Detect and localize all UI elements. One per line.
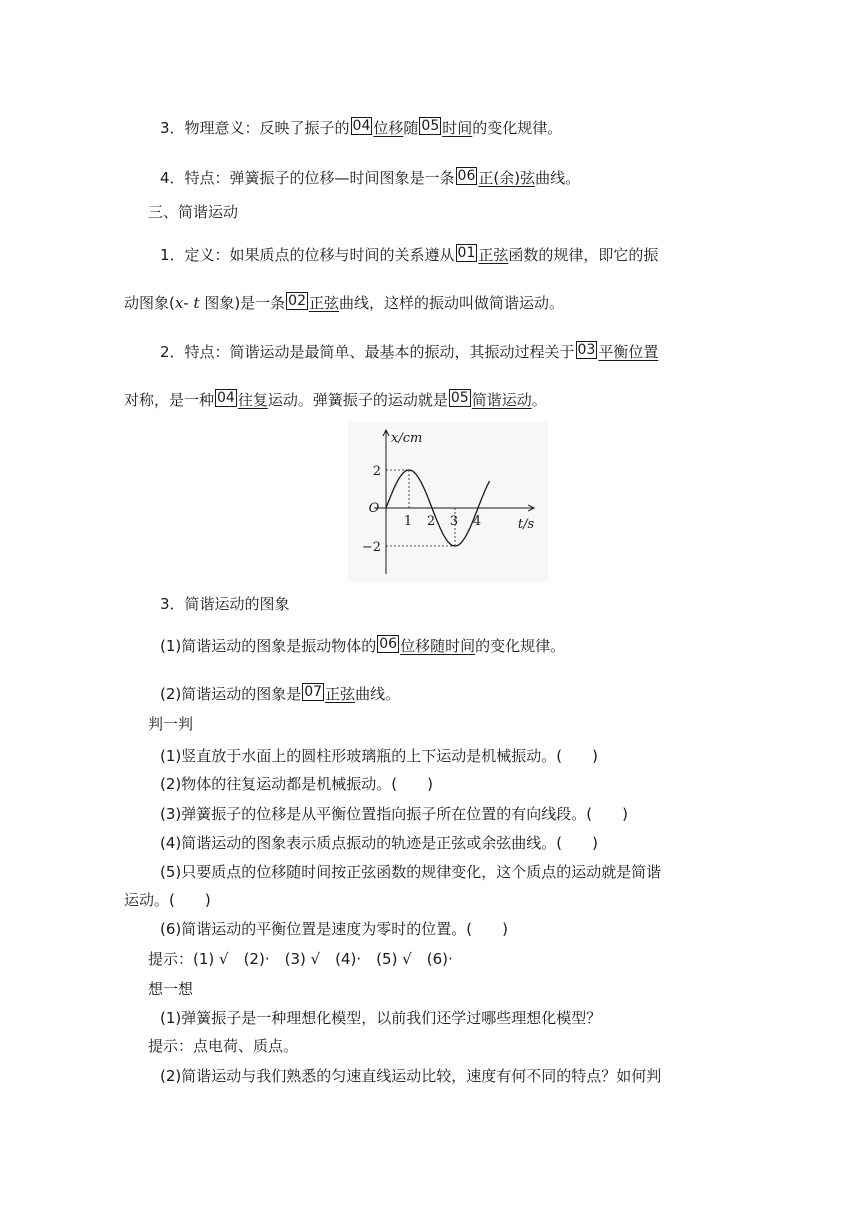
x-tick-label: 1 <box>403 514 413 529</box>
answer-fill: 正弦 <box>478 246 509 264</box>
item-text: 2．特点：简谐运动是最简单、最基本的振动，其振动过程关于 <box>160 343 575 361</box>
item-text: 曲线。 <box>355 685 401 703</box>
xt-graph-figure <box>348 422 548 582</box>
answer-number-box: 07 <box>304 684 323 700</box>
judge-question: (1)竖直放于水面上的圆柱形玻璃瓶的上下运动是机械振动。( ) <box>160 747 598 765</box>
think-hint: 提示：点电荷、质点。 <box>148 1037 299 1055</box>
item-text: 曲线，这样的振动叫做简谐运动。 <box>339 294 565 312</box>
answer-number-box: 05 <box>450 390 469 406</box>
answer-number-box: 03 <box>577 342 596 358</box>
y-axis-label: x/cm <box>391 431 423 446</box>
judge-question: (2)物体的往复运动都是机械振动。( ) <box>160 775 433 793</box>
item-text: 运动。弹簧振子的运动就是 <box>267 391 448 409</box>
feature-line-1 <box>160 342 658 362</box>
item-text: (2)简谐运动的图象是 <box>160 685 302 703</box>
answer-number-box: 02 <box>288 293 306 309</box>
item-characteristic <box>160 168 580 188</box>
answer-number-box: 01 <box>457 245 476 261</box>
x-axis-label: t/s <box>517 517 535 532</box>
judge-hint: 提示：(1) √ (2)· (3) √ (4)· (5) √ (6)· <box>148 950 453 968</box>
item-text: (1)简谐运动的图象是振动物体的 <box>160 637 377 655</box>
variable-t: t <box>193 294 200 312</box>
x-tick-label: 4 <box>472 514 482 529</box>
think-heading: 想一想 <box>148 980 194 998</box>
item-text: 对称，是一种 <box>124 391 215 409</box>
answer-number-box: 04 <box>217 390 235 406</box>
item-graph-title: 3．简谐运动的图象 <box>160 595 290 613</box>
judge-heading: 判一判 <box>148 715 194 733</box>
judge-question: (5)只要质点的位移随时间按正弦函数的规律变化，这个质点的运动就是简谐 <box>160 863 662 881</box>
answer-fill: 往复 <box>237 391 268 409</box>
item-text: 的变化规律。 <box>475 637 566 655</box>
answer-number-box: 05 <box>421 118 440 134</box>
item-text: 随 <box>403 119 419 137</box>
answer-fill: 时间 <box>442 119 473 137</box>
section-heading: 三、简谐运动 <box>148 203 239 221</box>
definition-line-1 <box>160 245 658 265</box>
judge-question: (6)简谐运动的平衡位置是速度为零时的位置。( ) <box>160 920 508 938</box>
think-question: (1)弹簧振子是一种理想化模型，以前我们还学过哪些理想化模型？ <box>160 1009 602 1027</box>
item-text: 3．物理意义：反映了振子的 <box>160 119 350 137</box>
answer-number-box: 06 <box>457 168 476 184</box>
item-text: 图象)是一条 <box>199 294 286 312</box>
answer-fill: 简谐运动 <box>471 391 532 409</box>
definition-line-2 <box>124 293 564 313</box>
x-tick-label: 3 <box>449 514 459 529</box>
answer-number-box: 06 <box>379 636 398 652</box>
item-text: 曲线。 <box>535 169 581 187</box>
answer-fill: 平衡位置 <box>598 343 659 361</box>
judge-question: (3)弹簧振子的位移是从平衡位置指向振子所在位置的有向线段。( ) <box>160 805 628 823</box>
y-tick-label: −2 <box>361 540 381 555</box>
item-text: 。 <box>531 391 547 409</box>
answer-number-box: 04 <box>352 118 371 134</box>
answer-fill: 正弦 <box>325 685 356 703</box>
variable-x: x <box>174 294 184 312</box>
think-question: (2)简谐运动与我们熟悉的匀速直线运动比较，速度有何不同的特点？如何判 <box>160 1067 662 1085</box>
answer-fill: 位移随时间 <box>400 637 476 655</box>
item-text: 的变化规律。 <box>472 119 563 137</box>
item-text: 4．特点：弹簧振子的位移—时间图象是一条 <box>160 169 455 187</box>
item-text: 函数的规律，即它的振 <box>508 246 659 264</box>
judge-question-continued: 运动。( ) <box>124 891 211 909</box>
item-text: 1．定义：如果质点的位移与时间的关系遵从 <box>160 246 455 264</box>
answer-fill: 位移 <box>373 119 404 137</box>
judge-question: (4)简谐运动的图象表示质点振动的轨迹是正弦或余弦曲线。( ) <box>160 834 598 852</box>
answer-fill: 正弦 <box>309 294 340 312</box>
feature-line-2 <box>124 390 547 410</box>
item-text: 动图象( <box>124 294 175 312</box>
graph-point-2 <box>160 684 400 704</box>
item-text: - <box>183 294 194 312</box>
origin-label: O <box>368 501 380 516</box>
y-tick-label: 2 <box>372 464 381 479</box>
xt-graph <box>348 422 548 582</box>
graph-point-1 <box>160 636 565 656</box>
item-physical-meaning <box>160 118 562 138</box>
answer-fill: 正(余)弦 <box>478 169 536 187</box>
x-tick-label: 2 <box>426 514 436 529</box>
